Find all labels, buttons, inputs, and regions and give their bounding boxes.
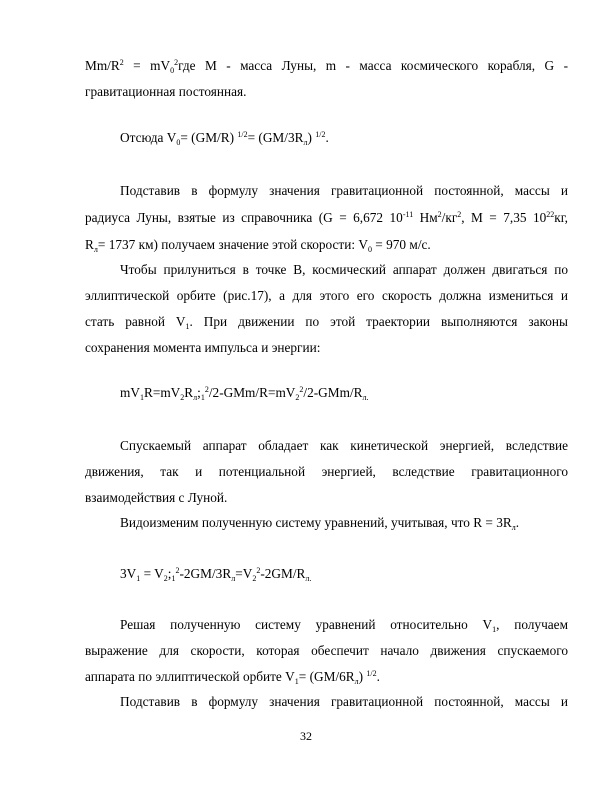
text-line: Решая полученную систему уравнений относительно $V_1$, получаем — [120, 617, 568, 634]
text-line: Подставив в формулу значения гравитационной постоянной, массы и — [120, 183, 568, 198]
text-line: сохранения момента импульса и энергии: — [85, 340, 321, 355]
text-line: гравитационная постоянная. — [85, 84, 247, 99]
text-line: радиуса Луны, взятые из справочника (G = 6,672 $10^{-11}$ $Нм^2/кг^2$, М = 7,35 $10^{22}кг$, — [85, 210, 569, 225]
text-line: Подставив в формулу значения гравитационной постоянной, массы и — [120, 694, 568, 709]
formula-line: Отсюда $V_0= (GM/R)$ $^{1/2}= (GM/3R_л)$ $^{1/2}$. — [120, 130, 329, 147]
page-number: 32 — [300, 729, 312, 743]
text-line: аппарата по эллиптической орбите $V_1= (GM/6R_л)$ $^{1/2}$. — [85, 669, 380, 686]
formula-line: $mV_1R=mV_2R_л;_1^2/2-GMm/R=mV_2^2/2-GMm/R_{л.}$ — [120, 385, 369, 402]
text-line: эллиптической орбите (рис.17), а для этого его скорость должна измениться и — [85, 288, 568, 303]
text-line: Спускаемый аппарат обладает как кинетической энергией, вследствие — [120, 438, 568, 453]
text-line: выражение для скорости, которая обеспечит начало движения спускаемого — [85, 643, 568, 658]
formula-line: $3V_1$ = $V_2;_1^2-2GM/3R_л=V_2^2-2GM/R_{л.}$ — [120, 566, 312, 583]
text-line: Видоизменим полученную систему уравнений, учитывая, что $R = 3R_л$. — [120, 515, 520, 532]
text-line: Чтобы прилуниться в точке В, космический аппарат должен двигаться по — [120, 262, 568, 277]
text-line: $R_л= 1737$ км) получаем значение этой скорости: $V_0 = 970$ м/с. — [85, 237, 431, 254]
text-line: $Mm/R^2 = mV_0^2где$ М - масса Луны, m - масса космического корабля, G - — [85, 58, 568, 75]
text-line: взаимодействия с Луной. — [85, 490, 228, 505]
text-line: стать равной $V_1$. При движении по этой траектории выполняются законы — [85, 314, 568, 331]
text-line: движения, так и потенциальной энергией, вследствие гравитационного — [85, 464, 568, 479]
